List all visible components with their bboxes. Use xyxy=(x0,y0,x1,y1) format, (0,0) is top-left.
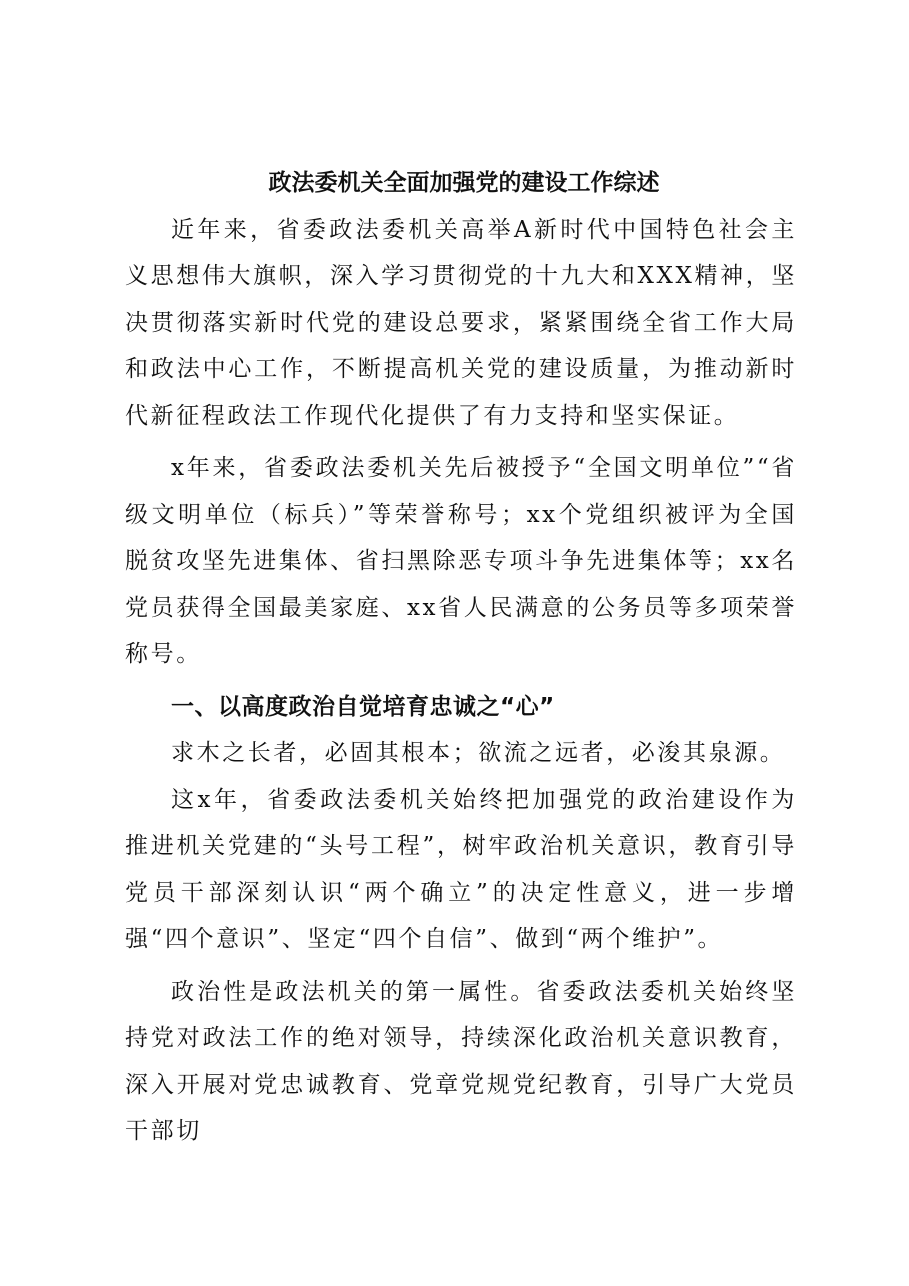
document-title: 政法委机关全面加强党的建设工作综述 xyxy=(268,170,660,196)
section-heading: 一、以高度政治自觉培育忠诚之“心” xyxy=(171,693,555,720)
paragraph-intro: 近年来，省委政法委机关高举A新时代中国特色社会主义思想伟大旗帜，深入学习贯彻党的十九大和XXX精神，坚决贯彻落实新时代党的建设总要求，紧紧围绕全省工作大局和政法中心工作，不断提高机关党的建设质量，为推动新时代新征程政法工作现代化提供了有力支持和坚实保证。 xyxy=(125,216,797,429)
paragraph-political-building: 这x年，省委政法委机关始终把加强党的政治建设作为推进机关党建的“头号工程”，树牢政治机关意识，教育引导党员干部深刻认识“两个确立”的决定性意义，进一步增强“四个意识”、坚定“四个自信”、做到“两个维护”。 xyxy=(125,786,797,952)
paragraph-quote: 求木之长者，必固其根本；欲流之远者，必浚其泉源。 xyxy=(171,740,786,766)
paragraph-political-nature: 政治性是政法机关的第一属性。省委政法委机关始终坚持党对政法工作的绝对领导，持续深化政治机关意识教育，深入开展对党忠诚教育、党章党规党纪教育，引导广大党员干部切 xyxy=(125,978,797,1144)
document-body xyxy=(125,160,797,1155)
paragraph-honors: x年来，省委政法委机关先后被授予“全国文明单位”“省级文明单位（标兵）”等荣誉称号；xx个党组织被评为全国脱贫攻坚先进集体、省扫黑除恶专项斗争先进集体等；xx名党员获得全国最美家庭、xx省人民满意的公务员等多项荣誉称号。 xyxy=(125,455,797,667)
